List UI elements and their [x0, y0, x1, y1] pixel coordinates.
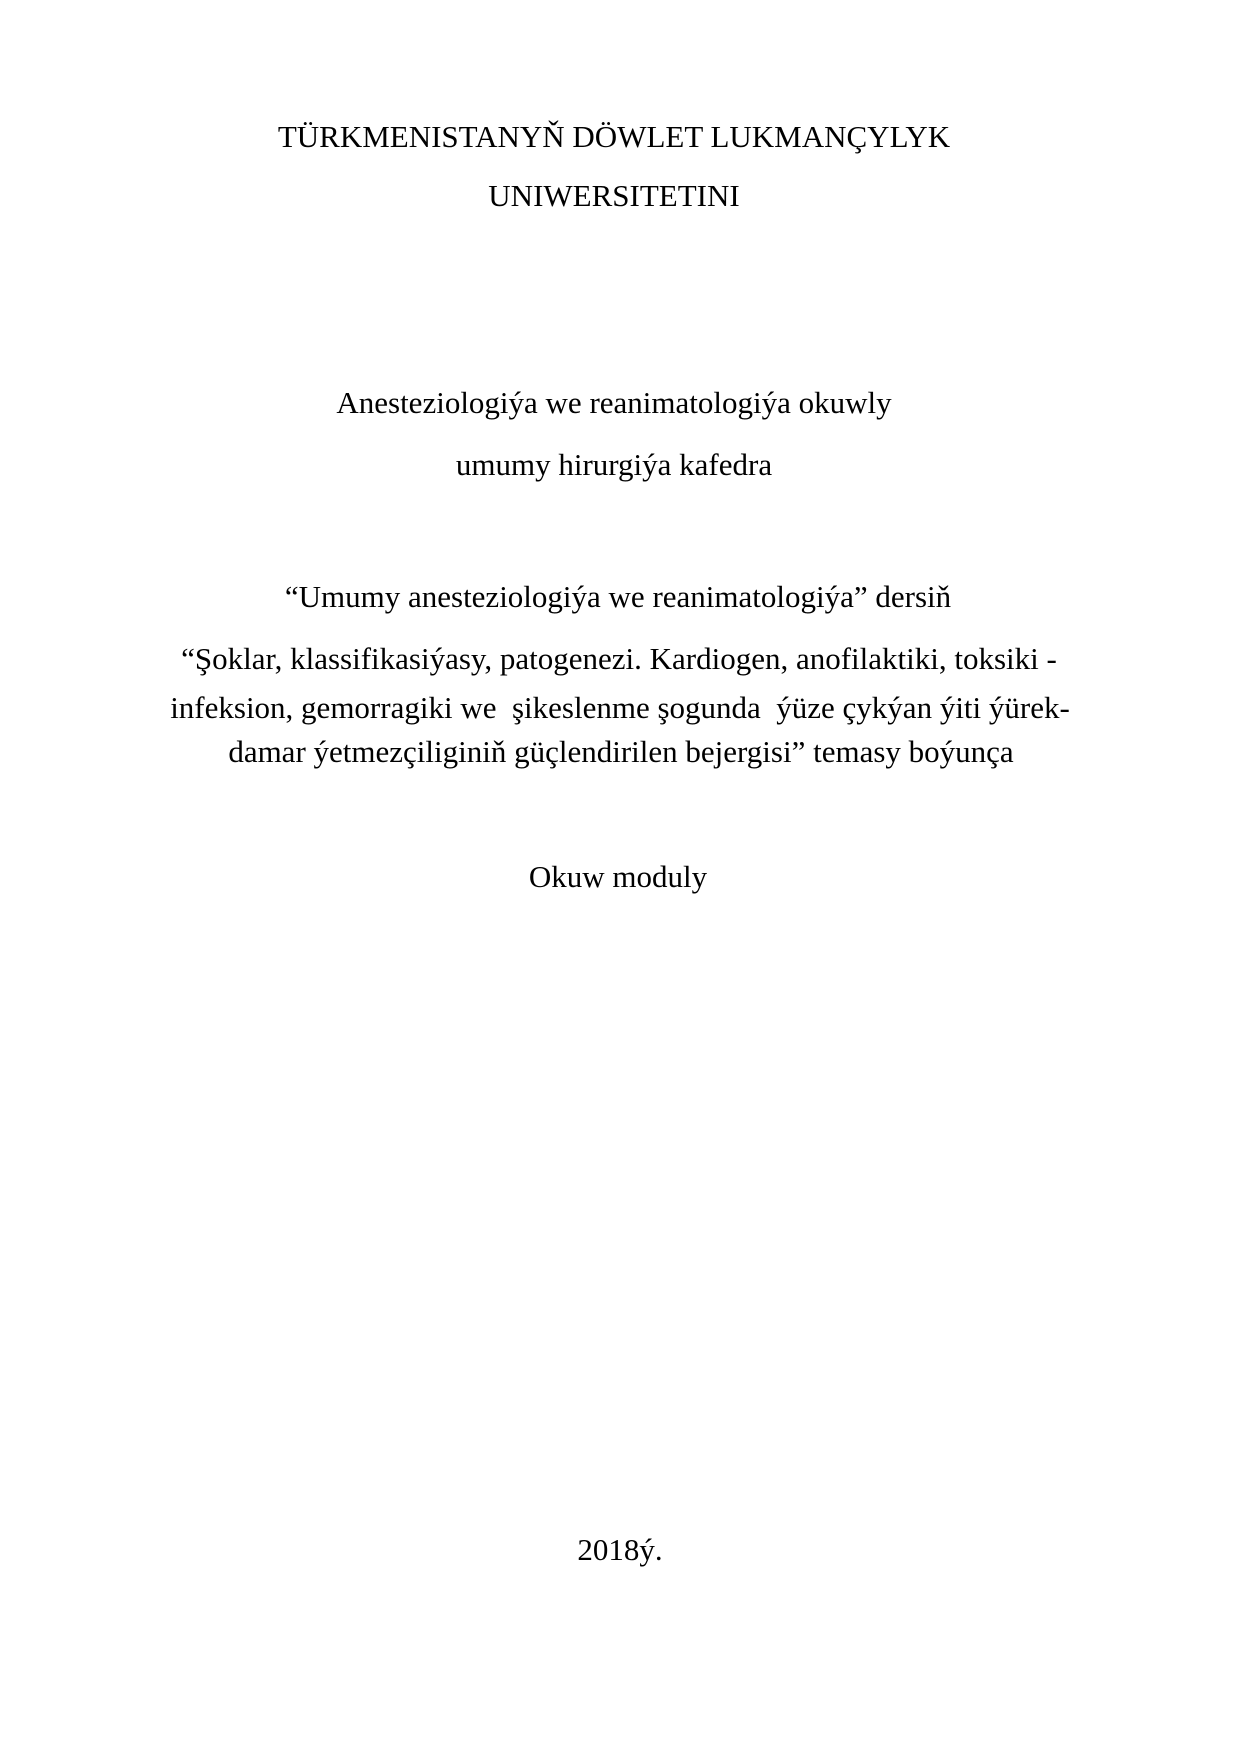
department-line-2: umumy hirurgiýa kafedra	[455, 447, 773, 482]
university-name-line-1: TÜRKMENISTANYŇ DÖWLET LUKMANÇYLYK	[277, 119, 951, 154]
topic-line-1: “Şoklar, klassifikasiýasy, patogenezi. Kardiogen, anofilaktiki, toksiki -	[181, 641, 1057, 676]
topic-line-3: damar ýetmezçiliginiň güçlendirilen bejergisi” temasy boýunça	[228, 734, 1014, 769]
department-line-1: Anesteziologiýa we reanimatologiýa okuwly	[336, 385, 892, 420]
publication-year: 2018ý.	[577, 1532, 663, 1567]
course-title: “Umumy anesteziologiýa we reanimatologiýa” dersiň	[284, 579, 952, 614]
topic-line-2: infeksion, gemorragiki we şikeslenme şogunda ýüze çykýan ýiti ýürek-	[170, 690, 1070, 725]
university-name-line-2: UNIWERSITETINI	[488, 178, 740, 213]
document-type: Okuw moduly	[528, 859, 708, 894]
